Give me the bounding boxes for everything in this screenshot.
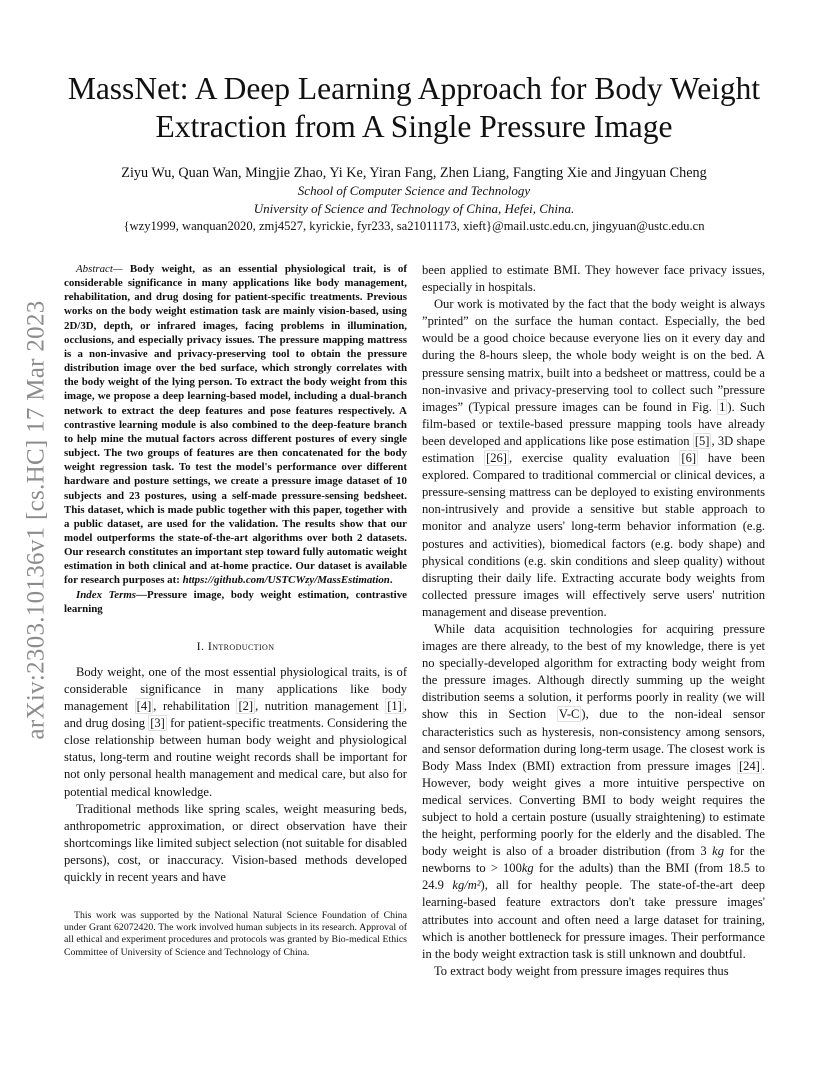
citation-link[interactable]: [3] — [150, 716, 165, 731]
index-terms — [64, 588, 407, 616]
text-run: have been explored. Compared to traditional commercial or clinical devices, a pressure-sensing mattress can be deployed to existing environments non-intrusively and provide a sensitive but stable approach to monitor and analyze users' long-term behavior information (e.g. postures and activities), biomedical factors (e.g. body shape) and physical conditions (e.g. skin conditions and sleep quality) without disrupting their daily life. Extracting accurate body weights from collected pressure images will effectively serve users' nutrition management and disease prevention. — [422, 451, 765, 619]
intro-paragraph-continued: been applied to estimate BMI. They however face privacy issues, especially in hospitals. — [422, 263, 765, 295]
paper-title: MassNet: A Deep Learning Approach for Body Weight Extraction from A Single Pressure Image — [67, 71, 761, 144]
author-list: Ziyu Wu, Quan Wan, Mingjie Zhao, Yi Ke, Yiran Fang, Zhen Liang, Fangting Xie and Jingyuan Cheng — [121, 165, 707, 181]
text-run: , rehabilitation — [153, 699, 237, 714]
intro-paragraph-4 — [422, 621, 765, 963]
text-run: for the newborns to > 100 — [422, 844, 765, 876]
section-heading-introduction — [64, 638, 407, 654]
citation-link[interactable]: [24] — [738, 758, 760, 773]
intro-paragraph-1 — [64, 664, 407, 801]
text-run: , exercise quality evaluation — [508, 451, 680, 466]
citation-link[interactable]: [6] — [681, 451, 697, 466]
figure-link[interactable]: 1 — [719, 399, 726, 414]
citation-link[interactable]: [4] — [136, 699, 152, 714]
author-emails: {wzy1999, wanquan2020, zmj4527, kyrickie, fyr233, sa21011173, xieft}@mail.ustc.edu.cn, jingyuan@ustc.edu.cn — [123, 219, 705, 233]
text-run: . However, body weight gives a more intuitive perspective on medical services. Converting BMI to body weight requires the subject to hold a certain posture (usually straightening) to estimate the height, performing poorly for the elderly and the disabled. The body weight is also of a broader distribution (from 3 — [422, 758, 765, 859]
citation-link[interactable]: [5] — [694, 433, 710, 448]
index-terms-text: —Pressure image, body weight estimation, contrastive learning — [64, 588, 407, 615]
math-unit: kg/m² — [452, 878, 481, 893]
intro-paragraph-5: To extract body weight from pressure images requires thus — [434, 963, 729, 978]
text-run: Body weight, one of the most essential physiological traits, is of considerable significance in many applications like body management — [64, 664, 407, 714]
intro-paragraph-2: Traditional methods like spring scales, weight measuring beds, anthropometric approximation, or direct observation have their shortcomings like limited subject selection (not suitable for disabled persons), cost, or inaccuracy. Vision-based methods developed quickly in recent years and have — [64, 801, 407, 885]
citation-link[interactable]: [1] — [387, 699, 402, 714]
arxiv-stamp — [17, 280, 57, 760]
math-unit: kg — [712, 844, 724, 859]
citation-link[interactable]: [2] — [238, 699, 254, 714]
text-run: ). Such film-based or textile-based pressure mapping tools have already been developed and applications like pose estimation — [422, 399, 766, 448]
right-column — [422, 262, 765, 980]
text-run: , 3D shape estimation — [422, 433, 766, 466]
math-unit: kg — [521, 861, 534, 876]
affiliation-school: School of Computer Science and Technology — [297, 183, 531, 198]
index-terms-label: Index Terms — [76, 588, 137, 601]
abstract-text: Body weight, as an essential physiological trait, is of considerable significance in many applications like body management, rehabilitation, and drug dosing for patient-specific treatments. Previous works on the body weight estimation task are mainly vision-based, using 2D/3D, depth, or infrared images, facing problems in illumination, occlusions, and especially privacy issues. The pressure mapping mattress is a non-invasive and privacy-preserving tool to obtain the pressure distribution image over the bed surface, which strongly correlates with the body weight of the lying person. To extract the body weight from this image, we propose a deep learning-based model, including a dual-branch network to extract the deep features and pose features respectively. A contrastive learning module is also combined to the deep-feature branch to help mine the mutual factors across different postures of every single subject. The two groups of features are then concatenated for the body weight regression task. To test the model's performance over different hardware and posture settings, we create a pressure image dataset of 10 subjects and 23 postures, using a self-made pressure-sensing bedsheet. This dataset, which is made public together with this paper, together with a public dataset, are used for the validation. The results show that our model outperforms the state-of-the-art algorithms over both 2 datasets. Our research constitutes an important step toward fully automatic weight estimation in both clinical and at-home practice. Our dataset is available for research purposes at: — [64, 263, 407, 587]
text-run: for patient-specific treatments. Considering the close relationship between human body weight and physiological status, long-term and routine weight records shall be important for not only personal health management and medical care, but also for potential medical knowledge. — [64, 716, 407, 799]
citation-link[interactable]: [26] — [486, 451, 507, 466]
abstract-label: Abstract— — [76, 263, 123, 275]
text-run: ), all for healthy people. The state-of-the-art deep learning-based feature extractors don't take pressure images' attributes into account and often need a large dataset for training, which is another bottleneck for pressure images. Their performance in the body weight extraction task is still unknown and doubtful. — [422, 878, 766, 961]
dataset-url-link[interactable]: https://github.com/USTCWzy/MassEstimation — [182, 574, 390, 587]
text-run: , and drug dosing — [64, 699, 407, 731]
text-run: Our work is motivated by the fact that the body weight is always ”printed” on the surface the human contact. Especially, the bed would be a good choice because everyone lies on it every day and during the 8-hours sleep, the whole body weight is on the bed. A pressure sensing matrix, built into a bedsheet or mattress, could be a non-invasive and privacy-preserving tool to collect such ”pressure images” (Typical pressure images can be found in Fig. — [422, 297, 765, 414]
funding-footnote: This work was supported by the National Natural Science Foundation of China under Grant 62072420. The work involved human subjects in its research. Approval of all ethical and experiment procedures and protocols was granted by Bio-medical Ethics Committee of University of Science and Technology of China. — [64, 910, 407, 958]
text-run: While data acquisition technologies for acquiring pressure images are there already, to the best of my knowledge, there is yet no specially-developed algorithm for extracting body weight from the pressure images. Although directly summing up the weight distribution seems a solution, it performs poorly in reality (we will show this in Section — [422, 621, 765, 722]
text-run: , nutrition management — [255, 699, 386, 714]
arxiv-identifier: arXiv:2303.10136v1 [cs.HC] 17 Mar 2023 — [23, 300, 50, 740]
abstract-tail: . — [389, 574, 393, 587]
section-link[interactable]: V-C — [558, 707, 580, 722]
section-title: Introduction — [207, 638, 275, 653]
section-number: I. — [196, 638, 208, 653]
left-column — [64, 262, 407, 886]
text-run: for the adults) than the BMI (from 18.5 to 24.9 — [422, 861, 765, 893]
affiliation-university: University of Science and Technology of China, Hefei, China. — [253, 201, 575, 216]
text-run: ), due to the non-ideal sensor characteristics such as hysteresis, non-consistency among sensors, and sensor deformation during long-term usage. The closest work is Body Mass Index (BMI) extraction from pressure images — [422, 707, 765, 773]
abstract — [64, 262, 407, 588]
intro-paragraph-3 — [422, 296, 765, 621]
